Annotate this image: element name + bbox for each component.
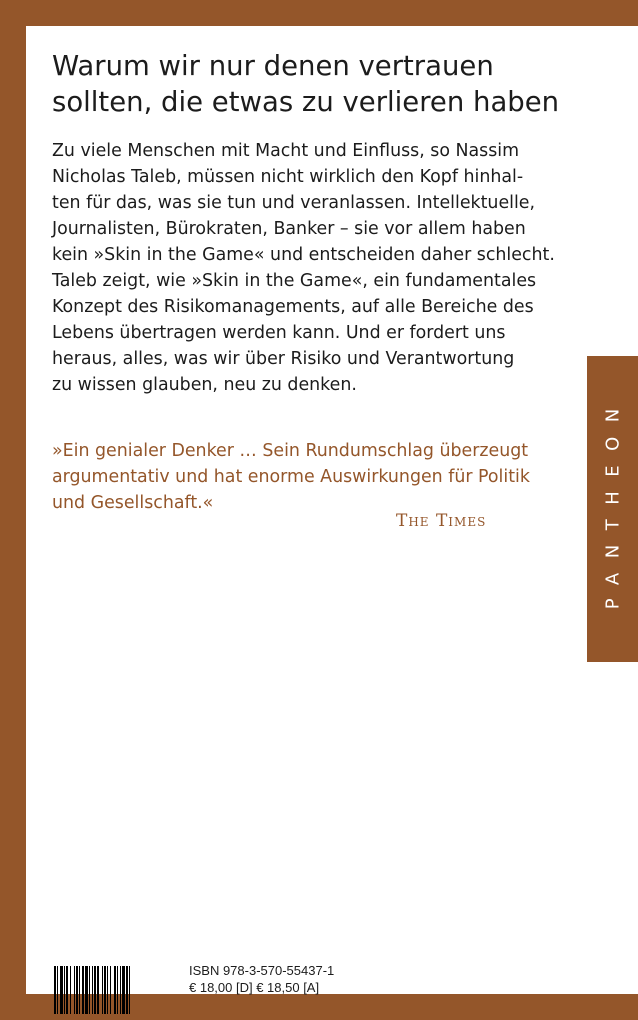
publisher-name: PANTHEON <box>602 394 623 610</box>
cover-headline: Warum wir nur denen vertrauen sollten, die etwas zu verlieren haben <box>52 50 560 118</box>
isbn-price-block <box>189 962 334 996</box>
blurb-text: Zu viele Menschen mit Macht und Einfluss, so Nassim Nicholas Taleb, müssen nicht wirklich den Kopf hinhal- ten für das, was sie tun und veranlassen. Intellektuelle, Journalisten, Bürokraten, Banker – sie vor allem haben kein »Skin in the Game« und entscheiden daher schlecht. Taleb zeigt, wie »Skin in the Game«, ein fundamentales Konzept des Risikomanagements, auf alle Bereiche des Lebens übertragen werden kann. Und er fordert uns heraus, alles, was wir über Risiko und Verantwortung zu wissen glauben, neu zu denken. <box>52 141 555 395</box>
barcode-icon <box>52 964 208 1016</box>
review-quote: »Ein genialer Denker … Sein Rundumschlag überzeugt argumentativ und hat enorme Auswirkungen für Politik und Gesellschaft.« <box>52 441 530 513</box>
back-cover-panel <box>26 26 638 994</box>
publisher-tab <box>587 356 638 662</box>
price-text: € 18,00 [D] € 18,50 [A] <box>189 980 320 995</box>
isbn-text: ISBN 978-3-570-55437-1 <box>189 963 335 978</box>
quote-source: The Times <box>396 511 487 531</box>
